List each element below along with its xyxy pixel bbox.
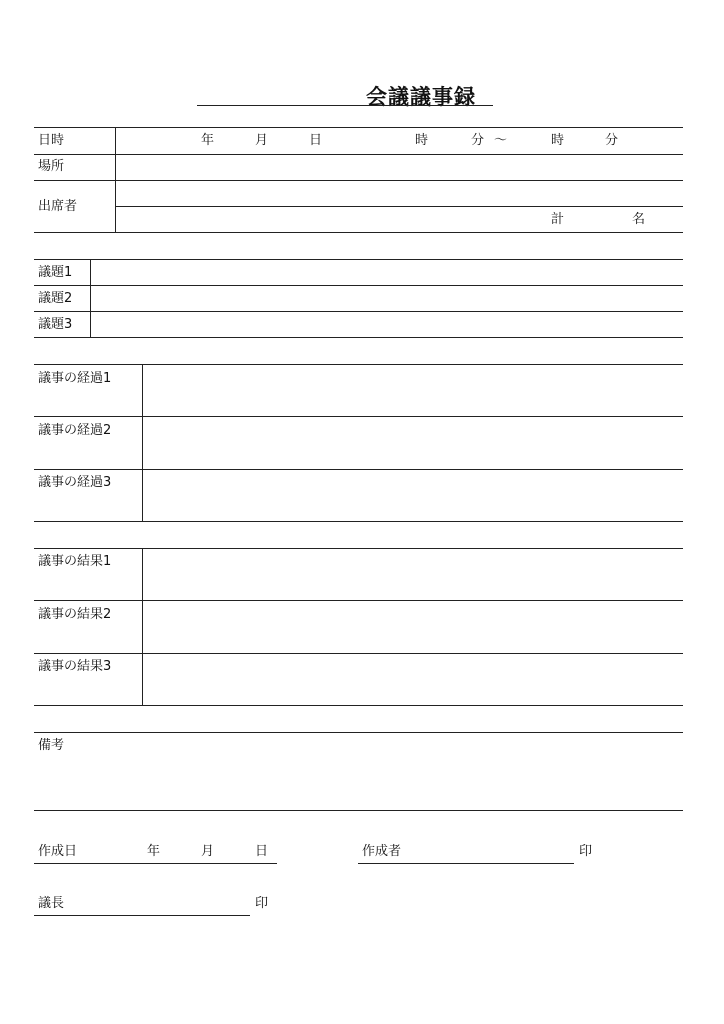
column-divider (142, 364, 143, 521)
created-date-underline (34, 863, 277, 864)
year-unit: 年 (201, 133, 215, 148)
month-unit: 月 (255, 133, 269, 148)
divider (34, 469, 683, 470)
chair-label: 議長 (38, 896, 65, 911)
divider (34, 180, 683, 181)
agenda-label-2: 議題2 (38, 291, 73, 306)
progress-label-3: 議事の経過3 (38, 475, 112, 490)
divider (34, 521, 683, 522)
attendees-label: 出席者 (38, 199, 78, 214)
end-minute-unit: 分 (605, 133, 619, 148)
place-label: 場所 (38, 159, 65, 174)
result-label-1: 議事の結果1 (38, 554, 112, 569)
progress-label-1: 議事の経過1 (38, 371, 112, 386)
divider (34, 259, 683, 260)
result-label-2: 議事の結果2 (38, 607, 112, 622)
range-tilde: ～ (494, 133, 508, 148)
chair-seal-label: 印 (255, 896, 269, 911)
column-divider (115, 127, 116, 232)
column-divider (90, 259, 91, 337)
chair-underline (34, 915, 250, 916)
divider (34, 285, 683, 286)
created-day-unit: 日 (255, 844, 269, 859)
start-minute-unit: 分 (471, 133, 485, 148)
divider (34, 127, 683, 128)
divider (34, 311, 683, 312)
page-title: 会議議事録 (366, 85, 476, 109)
agenda-label-1: 議題1 (38, 265, 73, 280)
divider (34, 705, 683, 706)
progress-label-2: 議事の経過2 (38, 423, 112, 438)
attendee-count-unit: 名 (632, 212, 646, 227)
datetime-label: 日時 (38, 133, 65, 148)
attendee-total-label: 計 (551, 212, 565, 227)
day-unit: 日 (309, 133, 323, 148)
created-year-unit: 年 (147, 844, 161, 859)
author-label: 作成者 (362, 844, 402, 859)
agenda-label-3: 議題3 (38, 317, 73, 332)
divider (34, 364, 683, 365)
end-hour-unit: 時 (551, 133, 565, 148)
divider (34, 154, 683, 155)
divider (34, 732, 683, 733)
divider (34, 232, 683, 233)
title-underline (197, 105, 493, 106)
divider (34, 416, 683, 417)
remarks-label: 備考 (38, 738, 65, 753)
column-divider (142, 548, 143, 705)
divider (34, 548, 683, 549)
divider (34, 653, 683, 654)
author-underline (358, 863, 574, 864)
created-month-unit: 月 (201, 844, 215, 859)
divider (34, 810, 683, 811)
created-date-label: 作成日 (38, 844, 78, 859)
author-seal-label: 印 (579, 844, 593, 859)
divider (115, 206, 683, 207)
divider (34, 600, 683, 601)
divider (34, 337, 683, 338)
result-label-3: 議事の結果3 (38, 659, 112, 674)
start-hour-unit: 時 (415, 133, 429, 148)
